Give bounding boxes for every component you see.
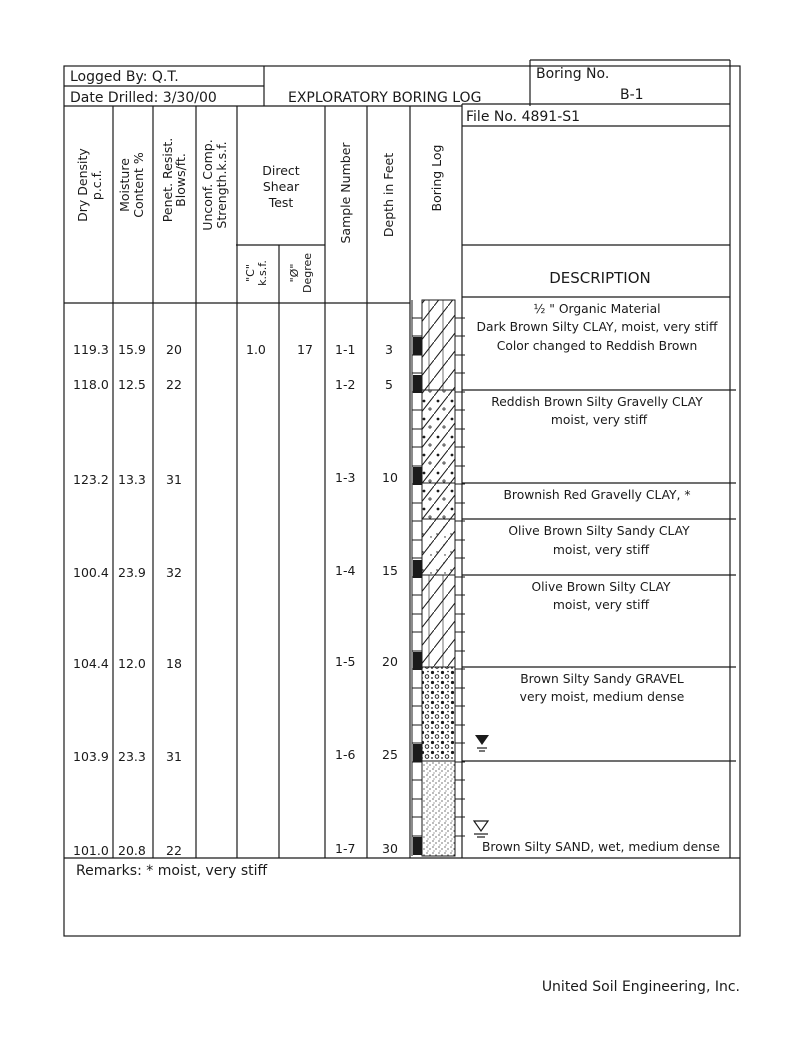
col-c: "C" [244,264,257,282]
row2-moisture: 12.5 [118,377,146,392]
desc-sandy-gravel: Brown Silty Sandy GRAVEL [520,672,684,686]
col-moisture: Moisture [117,158,132,212]
row5-depth: 20 [382,654,398,669]
row4-dry-density: 100.4 [73,565,109,580]
row1-depth: 3 [385,342,393,357]
desc-silty-sand: Brown Silty SAND, wet, medium dense [482,840,720,854]
desc-color-change: Color changed to Reddish Brown [496,339,698,353]
row1-moisture: 15.9 [118,342,146,357]
row3-sample: 1-3 [335,470,356,485]
col-boring-log: Boring Log [429,144,444,212]
row5-sample: 1-5 [335,654,356,669]
row1-phi: 17 [297,342,313,357]
sample-markers [413,337,422,855]
row6-depth: 25 [382,747,398,762]
row7-dry-density: 101.0 [73,843,109,858]
col-unconf-unit: Strength.k.s.f. [214,141,229,229]
row3-depth: 10 [382,470,398,485]
row2-depth: 5 [385,377,393,392]
boring-no-label: Boring No. [536,66,610,82]
row3-blows: 31 [166,472,182,487]
row1-dry-density: 119.3 [73,342,109,357]
sample-rows [73,342,398,858]
layer-silty-sandy-clay [422,519,455,575]
col-shear: Shear [262,179,300,194]
desc-dark-brown-clay: Dark Brown Silty CLAY, moist, very stiff [476,320,718,334]
date-drilled: Date Drilled: 3/30/00 [70,90,217,106]
sample-marker-1 [413,337,422,355]
descriptions [477,302,720,854]
row5-moisture: 12.0 [118,656,146,671]
col-c-unit: k.s.f. [256,260,269,286]
sample-marker-2 [413,375,422,393]
layer-olive-silty-clay [422,575,455,667]
row4-blows: 32 [166,565,182,580]
row3-dry-density: 123.2 [73,472,109,487]
row7-depth: 30 [382,841,398,856]
row7-sample: 1-7 [335,841,356,856]
desc-gravelly-clay: Reddish Brown Silty Gravelly CLAY [491,395,703,409]
sample-marker-6 [413,744,422,762]
row2-blows: 22 [166,377,182,392]
col-phi-unit: Degree [301,252,314,294]
sample-marker-7 [413,837,422,855]
col-penet-unit: Blows/ft. [173,153,188,207]
row4-moisture: 23.9 [118,565,146,580]
row2-sample: 1-2 [335,377,356,392]
row1-c: 1.0 [246,342,266,357]
row1-sample: 1-1 [335,342,356,357]
col-moisture-unit: Content % [131,152,146,218]
col-dry-density-unit: p.c.f. [89,169,104,201]
col-sample-number: Sample Number [338,142,353,244]
layer-sandy-gravel [422,667,455,761]
desc-gravelly-clay-2: moist, very stiff [550,413,648,427]
desc-olive-sandy-2: moist, very stiff [552,543,650,557]
col-dry-density: Dry Density [75,148,90,222]
desc-brownish-red: Brownish Red Gravelly CLAY, * [503,488,691,502]
layer-silty-clay [422,300,455,390]
sample-marker-5 [413,652,422,670]
col-test: Test [268,195,294,210]
col-phi: "Ø" [288,263,301,283]
desc-olive-clay: Olive Brown Silty CLAY [531,580,671,594]
row7-blows: 22 [166,843,182,858]
col-penet: Penet. Resist. [160,137,175,223]
col-description: DESCRIPTION [549,269,651,287]
desc-olive-sandy: Olive Brown Silty Sandy CLAY [508,524,690,538]
page-title: EXPLORATORY BORING LOG [288,90,482,106]
boring-log-graphic [412,300,465,856]
row7-moisture: 20.8 [118,843,146,858]
row5-blows: 18 [166,656,182,671]
groundwater-static-icon [474,821,488,831]
row6-blows: 31 [166,749,182,764]
layer-silty-gravelly-clay [422,390,455,483]
col-direct: Direct [262,163,300,178]
row6-dry-density: 103.9 [73,749,109,764]
col-depth: Depth in Feet [381,152,396,238]
row1-blows: 20 [166,342,182,357]
remarks: Remarks: * moist, very stiff [76,863,268,879]
row3-moisture: 13.3 [118,472,146,487]
boring-no-value: B-1 [620,87,644,103]
groundwater-encountered-icon [475,735,489,745]
layer-silty-sand [422,761,455,856]
logged-by: Logged By: Q.T. [70,69,179,85]
desc-sandy-gravel-2: very moist, medium dense [519,690,685,704]
row6-moisture: 23.3 [118,749,146,764]
row4-depth: 15 [382,563,398,578]
row5-dry-density: 104.4 [73,656,109,671]
column-headers [75,138,651,293]
row2-dry-density: 118.0 [73,377,109,392]
water-level-symbols [474,735,489,837]
row6-sample: 1-6 [335,747,356,762]
row4-sample: 1-4 [335,563,356,578]
company-name: United Soil Engineering, Inc. [541,979,740,995]
desc-olive-clay-2: moist, very stiff [552,598,650,612]
layer-gravelly-clay [422,483,455,519]
file-no: File No. 4891-S1 [466,109,581,125]
sample-marker-4 [413,560,422,578]
desc-organic: ½ " Organic Material [533,302,661,316]
sample-marker-3 [413,467,422,485]
depth-ticks-right [455,318,465,836]
col-unconf: Unconf. Comp. [200,139,215,231]
